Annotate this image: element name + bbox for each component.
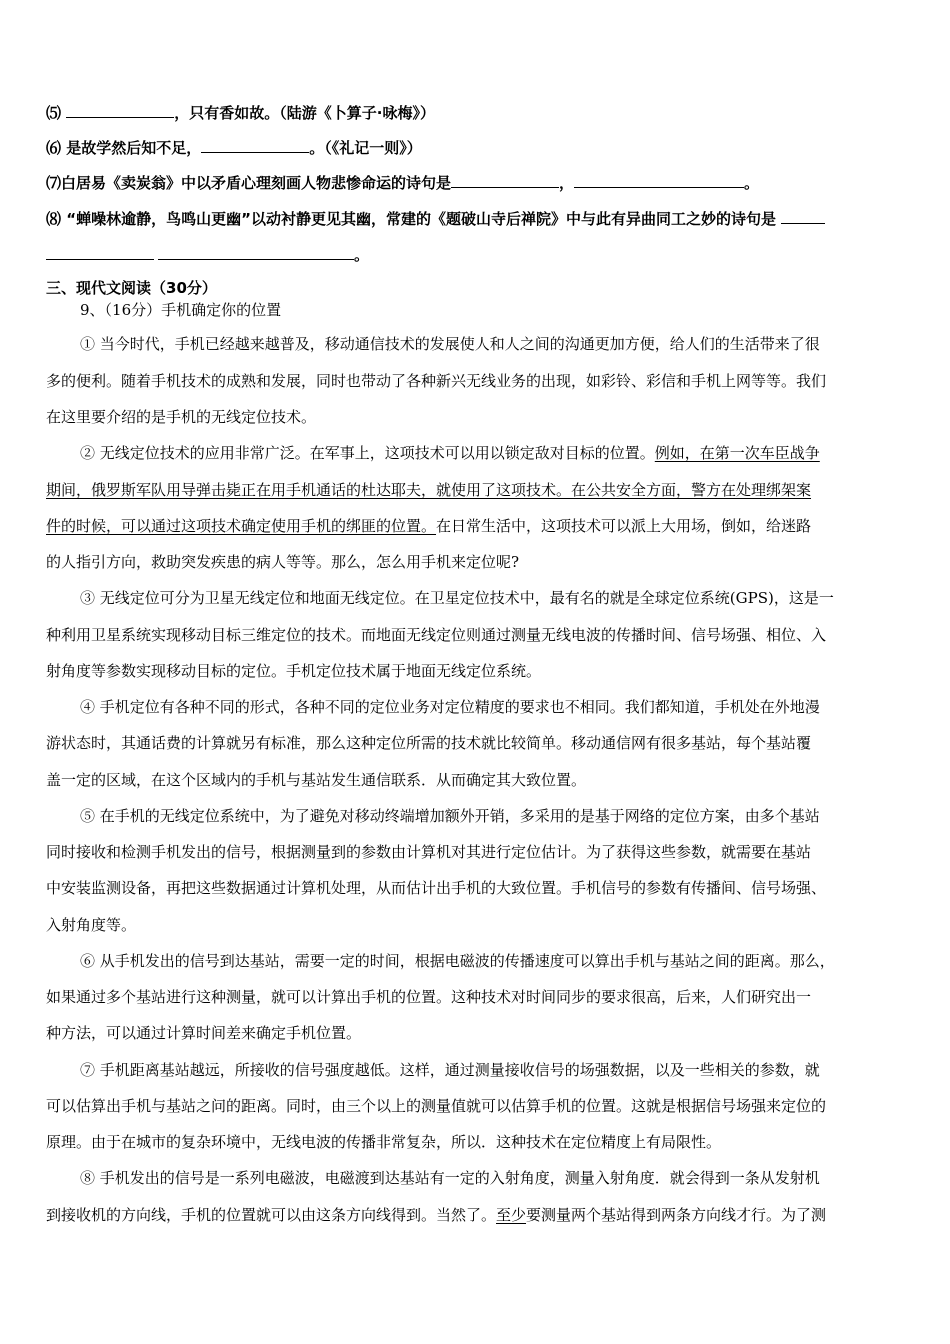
question-6 — [46, 139, 422, 156]
question-8-continued — [46, 246, 369, 263]
question-7 — [46, 174, 759, 191]
article-p1-line2: 多的便利。随着手机技术的成熟和发展，同时也带动了各种新兴无线业务的出现，如彩铃、彩信和手机上网等等。我们 — [46, 372, 827, 390]
question-9-title: 9、（16分）手机确定你的位置 — [80, 301, 282, 319]
article-p4-line2: 游状态时，其通话费的计算就另有标准，那么这种定位所需的技术就比较简单。移动通信网有很多基站，每个基站覆 — [46, 734, 812, 752]
article-p6-line3: 种方法，可以通过计算时间差来确定手机位置。 — [46, 1024, 362, 1042]
question-6-suffix: 。（《礼记一则》） — [309, 139, 422, 157]
article-p3-line3: 射角度等参数实现移动目标的定位。手机定位技术属于地面无线定位系统。 — [46, 662, 542, 680]
article-p8-line2 — [46, 1208, 826, 1223]
article-p1-line1: ① 当今时代，手机已经越来越普及，移动通信技术的发展使人和人之间的沟通更加方便，给人们的生活带来了很 — [80, 335, 820, 353]
article-p7-line3: 原理。由于在城市的复杂环境中，无线电波的传播非常复杂，所以．这种技术在定位精度上有局限性。 — [46, 1133, 722, 1151]
answer-blank-8a[interactable] — [781, 210, 825, 224]
article-p6-line1: ⑥ 从手机发出的信号到达基站，需要一定的时间，根据电磁波的传播速度可以算出手机与基站之间的距离。那么， — [80, 952, 835, 970]
article-p1-line3: 在这里要介绍的是手机的无线定位技术。 — [46, 408, 317, 426]
article-p2-line3 — [46, 519, 811, 534]
article-p2-line1-text: ② 无线定位技术的应用非常广泛。在军事上，这项技术可以用以锁定敌对目标的位置。 — [80, 444, 655, 462]
question-7-suffix: 。 — [744, 174, 760, 192]
article-p5-line1: ⑤ 在手机的无线定位系统中，为了避免对移动终端增加额外开销，多采用的是基于网络的定位方案，由多个基站 — [80, 807, 820, 825]
article-p8-underlined-word: 至少 — [496, 1206, 527, 1224]
question-5 — [46, 104, 435, 121]
article-p8-line1: ⑧ 手机发出的信号是一系列电磁波，电磁渡到达基站有一定的入射角度，测量入射角度．就会得到一条从发射机 — [80, 1169, 820, 1187]
article-p6-line2: 如果通过多个基站进行这种测量，就可以计算出手机的位置。这种技术对时间同步的要求很高，后来，人们研究出一 — [46, 988, 812, 1006]
article-p3-line2: 种利用卫星系统实现移动目标三维定位的技术。而地面无线定位则通过测量无线电波的传播时间、信号场强、相位、入 — [46, 626, 827, 644]
article-p2-line2-underlined: 期间，俄罗斯军队用导弹击毙正在用手机通话的杜达耶夫，就使用了这项技术。在公共安全方面，警方在处理绑架案 — [46, 481, 812, 499]
answer-blank-7b[interactable] — [574, 174, 744, 188]
question-7-mid: ， — [559, 174, 575, 192]
question-7-number: ⑺ — [46, 174, 62, 192]
question-6-number: ⑹ — [46, 139, 62, 157]
question-8-end: 。 — [354, 246, 370, 264]
answer-blank-8c[interactable] — [158, 246, 354, 260]
question-8 — [46, 210, 825, 227]
article-p2-underlined-example-end: 件的时候，可以通过这项技术确定使用手机的绑匪的位置。 — [46, 517, 437, 535]
section-title: 三、现代文阅读（30分） — [46, 279, 217, 297]
answer-blank-5[interactable] — [66, 104, 174, 118]
question-8-number: ⑻ — [46, 210, 62, 228]
question-5-text: ，只有香如故。（陆游《卜算子·咏梅》） — [174, 104, 435, 122]
article-p4-line3: 盖一定的区域，在这个区域内的手机与基站发生通信联系．从而确定其大致位置。 — [46, 771, 587, 789]
article-p2-line3-text: 在日常生活中，这项技术可以派上大用场，倒如，给迷路 — [436, 517, 812, 535]
article-p2-line1 — [80, 446, 820, 461]
article-p5-line2: 同时接收和检测手机发出的信号，根据测量到的参数由计算机对其进行定位估计。为了获得这些参数，就需要在基站 — [46, 843, 812, 861]
article-p8-line2-text-b: 要测量两个基站得到两条方向线才行。为了测 — [526, 1206, 827, 1224]
answer-blank-8b[interactable] — [46, 246, 154, 260]
question-8-text: “蝉噪林逾静，鸟鸣山更幽”以动衬静更见其幽，常建的《题破山寺后禅院》中与此有异曲同工之妙的诗句是 — [66, 210, 776, 228]
article-p4-line1: ④ 手机定位有各种不同的形式，各种不同的定位业务对定位精度的要求也不相同。我们都知道，手机处在外地漫 — [80, 698, 820, 716]
article-p7-line2: 可以估算出手机与基站之问的距离。同时，由三个以上的测量值就可以估算手机的位置。这就是根据信号场强来定位的 — [46, 1097, 827, 1115]
article-p5-line3: 中安装监测设备，再把这些数据通过计算机处理，从而估计出手机的大致位置。手机信号的参数有传播间、信号场强、 — [46, 879, 827, 897]
article-p3-line1: ③ 无线定位可分为卫星无线定位和地面无线定位。在卫星定位技术中，最有名的就是全球定位系统(GPS)，这是一 — [80, 589, 834, 607]
article-p2-line4: 的人指引方向，救助突发疾患的病人等等。那么，怎么用手机来定位呢? — [46, 553, 520, 571]
article-p2-underlined-example-start: 例如，在第一次车臣战争 — [654, 444, 820, 462]
question-6-prefix: 是故学然后知不足， — [66, 139, 202, 157]
question-7-prefix: 白居易《卖炭翁》中以矛盾心理刻画人物悲惨命运的诗句是 — [61, 174, 452, 192]
question-5-number: ⑸ — [46, 104, 62, 122]
article-p8-line2-text-a: 到接收机的方向线，手机的位置就可以由这条方向线得到。当然了。 — [46, 1206, 497, 1224]
answer-blank-7a[interactable] — [451, 174, 559, 188]
article-p5-line4: 入射角度等。 — [46, 916, 137, 934]
article-p7-line1: ⑦ 手机距离基站越远，所接收的信号强度越低。这样，通过测量接收信号的场强数据，以及一些相关的参数，就 — [80, 1061, 820, 1079]
answer-blank-6[interactable] — [201, 139, 309, 153]
